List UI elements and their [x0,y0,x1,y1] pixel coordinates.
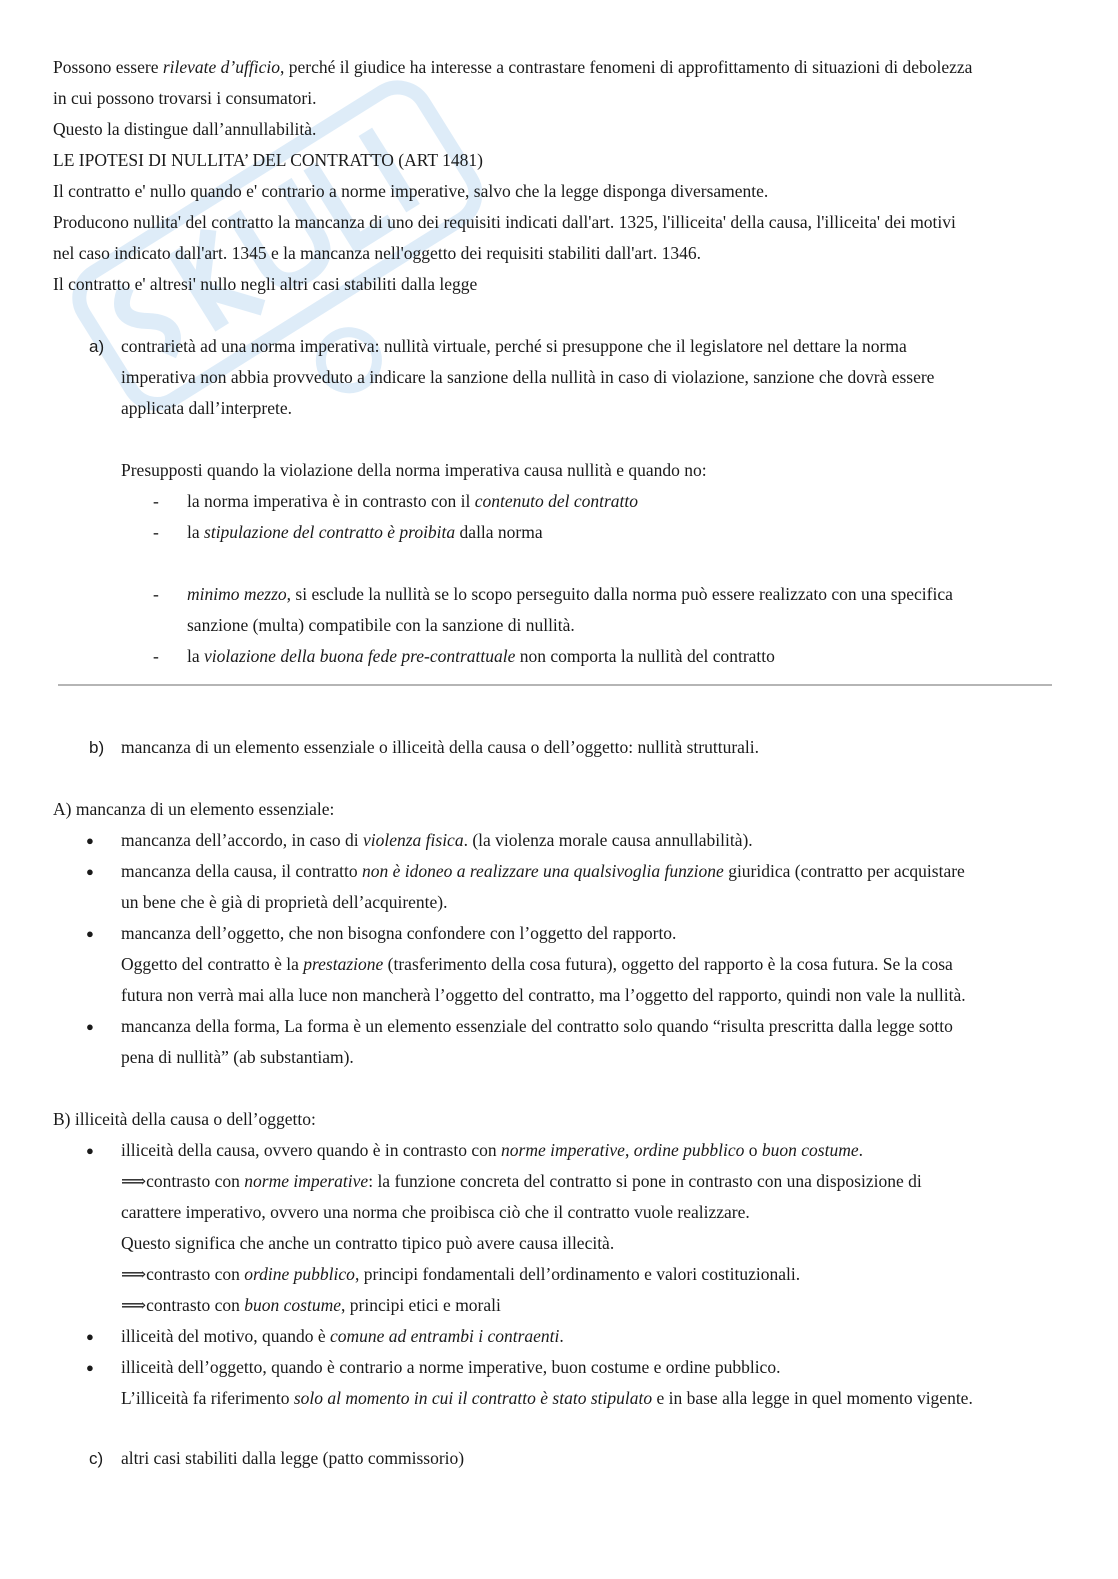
bullet-item: ● illiceità della causa, ovvero quando è in contrasto con norme imperative, ordine pubblico o buon costume. ⟹contrasto con norme imperative: la funzione concreta del contratto si pone in contrasto con una disposizione di carattere imperativo, ovvero una norma che proibisca ciò che il contratto vuole realizzare. Questo significa che anche un contratto tipico può avere causa illecità. ⟹contrasto con ordine pubblico, principi fondamentali dell’ordinamento e valori costituzionali. ⟹contrasto con buon costume, principi etici e morali [53,1135,1058,1321]
dash-marker: - [153,584,159,604]
bullet-marker: ● [86,864,94,879]
section-heading: LE IPOTESI DI NULLITA’ DEL CONTRATTO (ART 1481) [53,150,483,170]
implication-arrow: ⟹ [121,1264,147,1284]
intro-line-8: Il contratto e' altresi' nullo negli altri casi stabiliti dalla legge [53,274,478,294]
bullet-marker: ● [86,926,94,941]
dash-item-4: - la violazione della buona fede pre-contrattuale non comporta la nullità del contratto [53,641,1058,672]
implication-arrow: ⟹ [121,1295,147,1315]
intro-line-2: in cui possono trovarsi i consumatori. [53,88,317,108]
intro-line-7: nel caso indicato dall'art. 1345 e la mancanza nell'oggetto dei requisiti stabiliti dall'art. 1346. [53,243,702,263]
presupposti-line: Presupposti quando la violazione della norma imperativa causa nullità e quando no: [121,460,707,480]
item-b-text: mancanza di un elemento essenziale o illiceità della causa o dell’oggetto: nullità strutturali. [121,737,760,757]
dash-marker: - [153,491,159,511]
list-item-a [53,331,1058,424]
intro-line-1: Possono essere rilevate d’ufficio, perché il giudice ha interesse a contrastare fenomeni di approfittamento di situazioni di debolezza [53,57,973,77]
list-item-b [53,732,1058,763]
horizontal-separator [58,684,1052,686]
intro-line-5: Il contratto e' nullo quando e' contrario a norme imperative, salvo che la legge disponga diversamente. [53,181,769,201]
section-a-title: A) mancanza di un elemento essenziale: [53,799,335,819]
bullet-marker: ● [86,1360,94,1375]
list-item-c [53,1443,1058,1474]
intro-line-3: Questo la distingue dall’annullabilità. [53,119,317,139]
bullet-marker: ● [86,1019,94,1034]
item-a-line-2: imperativa non abbia provveduto a indicare la sanzione della nullità in caso di violazione, sanzione che dovrà essere [121,367,935,387]
implication-arrow: ⟹ [121,1171,147,1191]
bullet-item: ● illiceità dell’oggetto, quando è contrario a norme imperative, buon costume e ordine pubblico. L’illiceità fa riferimento solo al momento in cui il contratto è stato stipulato e in base alla legge in quel momento vigente. [53,1352,1058,1414]
item-a-line-3: applicata dall’interprete. [121,398,293,418]
bullet-item: ● mancanza dell’accordo, in caso di violenza fisica. (la violenza morale causa annullabilità). [53,825,1058,856]
list-marker-a: a) [89,337,105,356]
bullet-marker: ● [86,1329,94,1344]
dash-marker: - [153,646,159,666]
bullet-item: ● mancanza della causa, il contratto non è idoneo a realizzare una qualsivoglia funzione giuridica (contratto per acquistare un bene che è già di proprietà dell’acquirente). [53,856,1058,918]
intro-line-6: Producono nullita' del contratto la mancanza di uno dei requisiti indicati dall'art. 1325, l'illiceita' della causa, l'illiceita' dei motivi [53,212,956,232]
section-b-title: B) illiceità della causa o dell’oggetto: [53,1109,316,1129]
list-marker-b: b) [89,738,105,757]
dash-marker: - [153,522,159,542]
bullet-marker: ● [86,1143,94,1158]
bullet-item: ● mancanza della forma, La forma è un elemento essenziale del contratto solo quando “risulta prescritta dalla legge sotto pena di nullità” (ab substantiam). [53,1011,1058,1073]
dash-item-3: - minimo mezzo, si esclude la nullità se lo scopo perseguito dalla norma può essere realizzato con una specifica sanzione (multa) compatibile con la sanzione di nullità. [53,579,1058,641]
list-marker-c: c) [89,1449,104,1468]
bullet-item: ● mancanza dell’oggetto, che non bisogna confondere con l’oggetto del rapporto. Oggetto del contratto è la prestazione (trasferimento della cosa futura), oggetto del rapporto è la cosa futura. Se la cosa futura non verrà mai alla luce non mancherà l’oggetto del contratto, ma l’oggetto del rapporto, quindi non vale la nullità. [53,918,1058,1011]
item-a-line-1: contrarietà ad una norma imperativa: nullità virtuale, perché si presuppone che il legislatore nel dettare la norma [121,336,907,356]
bullet-marker: ● [86,833,94,848]
bullet-item: ● illiceità del motivo, quando è comune ad entrambi i contraenti. [53,1321,1058,1352]
document-page [53,52,1058,1474]
dash-item-2: - la stipulazione del contratto è proibita dalla norma [53,517,1058,548]
dash-item-1: - la norma imperativa è in contrasto con il contenuto del contratto [53,486,1058,517]
item-c-text: altri casi stabiliti dalla legge (patto commissorio) [121,1448,465,1468]
